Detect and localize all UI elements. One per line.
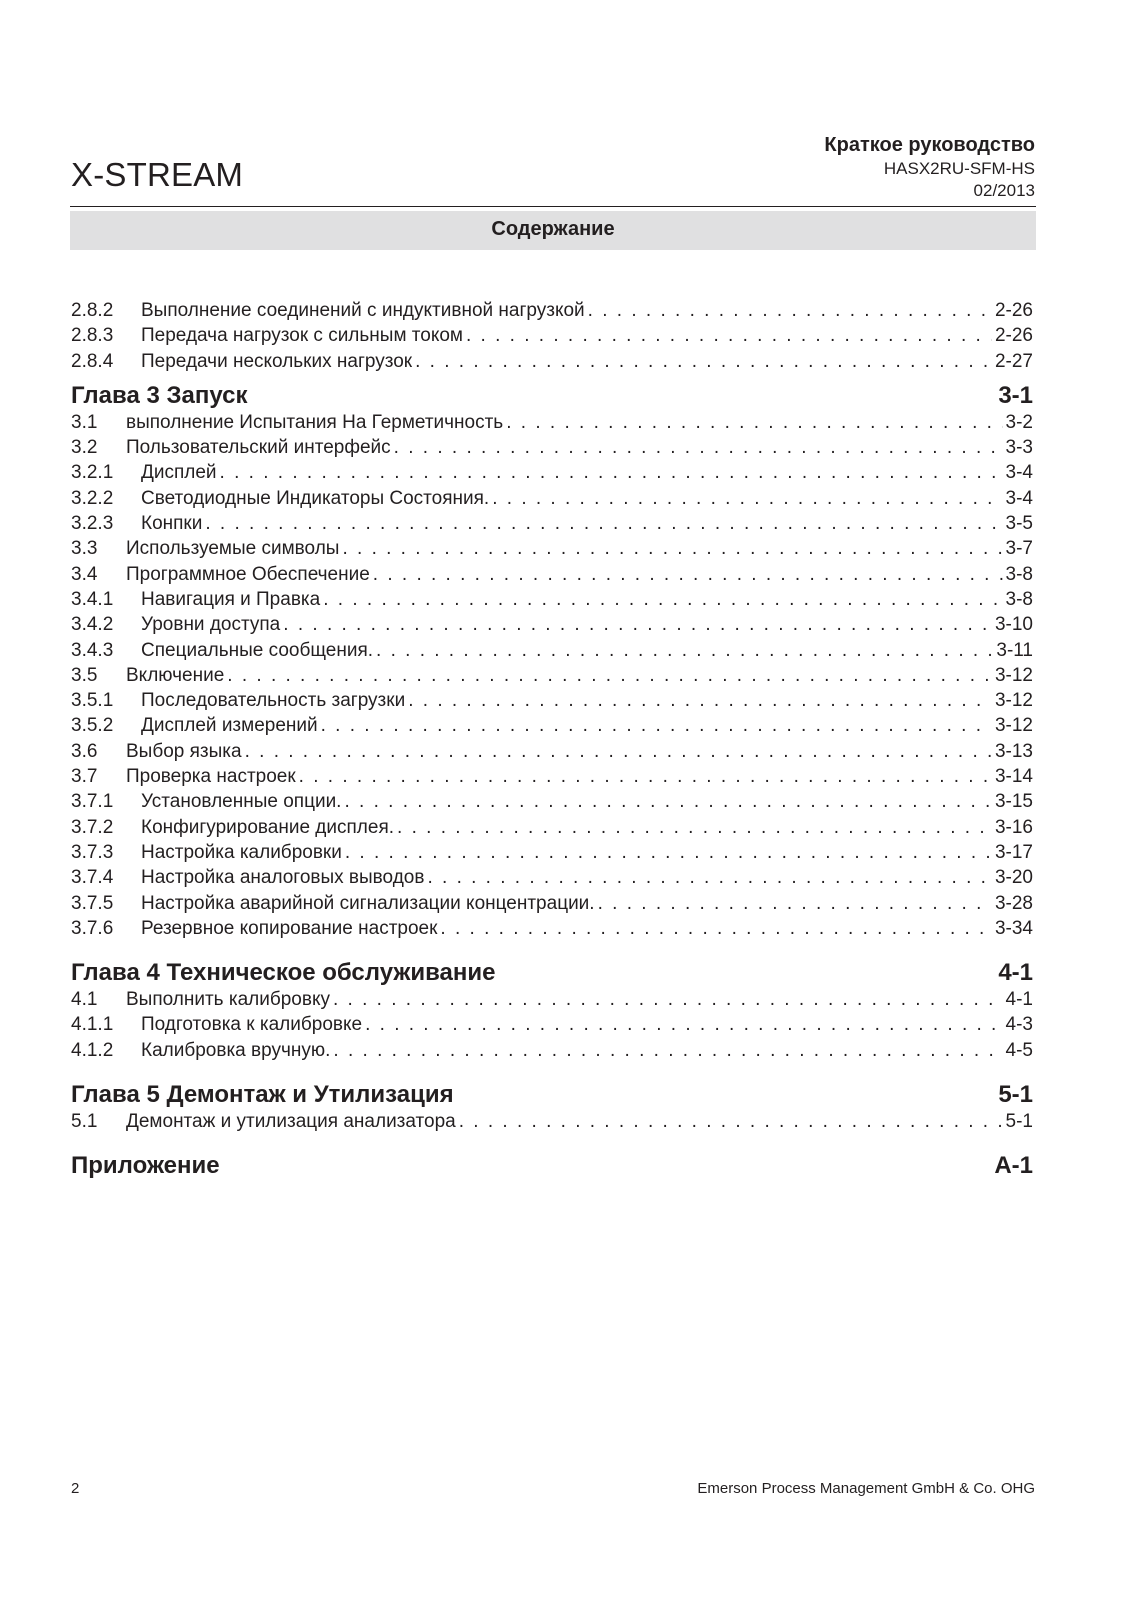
toc-title: выполнение Испытания На Герметичность [126,411,504,433]
toc-page: 4-5 [1005,1039,1033,1061]
toc-row[interactable] [71,351,1033,376]
chapter-5-list [71,1111,1033,1136]
toc-title: Программное Обеспечение [126,563,370,585]
toc-page: 3-20 [994,867,1033,889]
toc-row[interactable] [71,488,1033,513]
toc-num: 3.4.3 [71,639,114,661]
toc-title: Передача нагрузок с сильным током [141,325,463,347]
toc-page: 3-16 [994,816,1033,838]
toc-page: 3-5 [1005,513,1033,535]
toc-num: 3.4 [71,563,98,585]
toc-title: Демонтаж и утилизация анализатора [126,1111,456,1133]
dot-leader [365,1014,1002,1036]
toc-num: 3.1 [71,411,98,433]
toc-title: Включение [126,664,225,686]
header-rule [70,206,1036,207]
toc-title: Выполнить калибровку [126,989,330,1011]
toc-num: 3.4.2 [71,614,114,636]
toc-title: Навигация и Правка [141,588,321,610]
toc-page: 3-17 [994,841,1033,863]
toc-num: 3.6 [71,740,98,762]
toc-row[interactable] [71,325,1033,350]
chapter-title: Глава 3 Запуск [71,381,248,409]
toc-row[interactable] [71,766,1033,791]
toc-page: 3-8 [1005,563,1033,585]
toc-num: 3.5 [71,664,98,686]
toc-title: Настройка аварийной сигнализации концентрации. [141,892,595,914]
dot-leader [415,351,992,373]
toc-num: 3.5.2 [71,715,114,737]
dot-leader [459,1111,1003,1133]
toc-row[interactable] [71,589,1033,614]
dot-leader [227,665,992,687]
toc-page: 2-26 [994,325,1033,347]
chapter-page: A-1 [994,1152,1033,1180]
toc-num: 3.7.6 [71,917,114,939]
toc-row[interactable] [71,614,1033,639]
dot-leader [598,893,992,915]
toc-page: 3-11 [996,639,1033,661]
toc-row[interactable] [71,817,1033,842]
toc [71,300,1033,1182]
toc-num: 3.2.1 [71,462,114,484]
toc-num: 3.7.5 [71,892,114,914]
dot-leader [466,325,992,347]
toc-page: 3-34 [994,917,1033,939]
toc-num: 2.8.2 [71,300,114,321]
toc-page: 2-27 [994,350,1033,372]
toc-num: 4.1.1 [71,1014,114,1036]
toc-title: Проверка настроек [126,766,296,788]
dot-leader [440,918,992,940]
toc-row[interactable] [71,989,1033,1014]
toc-row[interactable] [71,893,1033,918]
toc-num: 4.1.2 [71,1039,114,1061]
toc-row[interactable] [71,842,1033,867]
toc-num: 4.1 [71,989,98,1011]
toc-row[interactable] [71,640,1033,665]
toc-row[interactable] [71,462,1033,487]
dot-leader [321,715,992,737]
dot-leader [373,564,1003,586]
toc-title: Уровни доступа [141,614,281,636]
footer-company: Emerson Process Management GmbH & Co. OHG [697,1480,1035,1497]
dot-leader [342,538,1002,560]
toc-title: Выбор языка [126,740,242,762]
toc-row[interactable] [71,1111,1033,1136]
toc-title: Настройка аналоговых выводов [141,867,425,889]
toc-title: Калибровка вручную. [141,1039,331,1061]
toc-title: Дисплей [141,462,217,484]
toc-page: 4-3 [1005,1014,1033,1036]
toc-num: 3.2.2 [71,487,114,509]
toc-page: 3-12 [994,690,1033,712]
doc-title: Краткое руководство [824,134,1035,156]
doc-meta [824,132,1035,202]
chapter-title: Приложение [71,1152,220,1180]
toc-num: 3.7.3 [71,841,114,863]
toc-title: Конфигурирование дисплея. [141,816,395,838]
toc-num: 2.8.3 [71,325,114,347]
toc-page: 3-8 [1005,588,1033,610]
toc-page: 3-4 [1005,487,1033,509]
toc-num: 3.7.4 [71,867,114,889]
toc-page: 3-15 [994,791,1033,813]
chapter-heading-4[interactable] [71,959,1033,989]
toc-page: 4-1 [1005,989,1033,1011]
dot-leader [506,412,1002,434]
brand-title: X-STREAM [71,156,244,193]
toc-row[interactable] [71,437,1033,462]
doc-date: 02/2013 [973,181,1035,200]
toc-num: 3.3 [71,538,98,560]
toc-page: 2-26 [994,300,1033,321]
toc-num: 3.7.1 [71,791,114,813]
chapter-4-list [71,989,1033,1065]
toc-title: Передачи нескольких нагрузок [141,350,413,372]
toc-num: 3.7.2 [71,816,114,838]
toc-page: 3-28 [994,892,1033,914]
chapter-title: Глава 4 Техническое обслуживание [71,959,496,987]
dot-leader [205,513,1002,535]
dot-leader [245,741,992,763]
chapter-page: 5-1 [998,1081,1033,1109]
toc-title: Резервное копирование настроек [141,917,438,939]
toc-title: Установленные опции. [141,791,342,813]
dot-leader [397,817,992,839]
toc-page: 3-10 [994,614,1033,636]
toc-title: Светодиодные Индикаторы Состояния. [141,487,490,509]
toc-page: 3-3 [1005,437,1033,459]
toc-page: 3-14 [994,766,1033,788]
toc-title: Настройка калибровки [141,841,342,863]
toc-row[interactable] [71,918,1033,943]
chapter-page: 3-1 [998,381,1033,409]
toc-page: 3-13 [994,740,1033,762]
toc-page: 3-7 [1005,538,1033,560]
toc-num: 2.8.4 [71,350,114,372]
toc-row[interactable] [71,1014,1033,1039]
dot-leader [220,462,1003,484]
dot-leader [394,437,1003,459]
toc-page: 3-12 [994,715,1033,737]
toc-page: 3-2 [1005,411,1033,433]
dot-leader [427,867,992,889]
appendix-heading[interactable] [71,1152,1033,1182]
dot-leader [333,989,1003,1011]
dot-leader [408,690,992,712]
toc-title: Пользовательский интерфейс [126,437,391,459]
toc-row[interactable] [71,690,1033,715]
toc-num: 3.5.1 [71,690,114,712]
chapter-heading-3[interactable] [71,382,1033,412]
chapter-page: 4-1 [998,959,1033,987]
toc-row[interactable] [71,513,1033,538]
dot-leader [344,791,992,813]
toc-row[interactable] [71,791,1033,816]
footer-page-number: 2 [71,1480,80,1497]
toc-page: 3-12 [994,664,1033,686]
chapter-3-list [71,412,1033,943]
toc-row[interactable] [71,538,1033,563]
toc-title: Подготовка к калибровке [141,1014,363,1036]
toc-title: Специальные сообщения. [141,639,374,661]
dot-leader [333,1040,1002,1062]
dot-leader [492,488,1002,510]
toc-num: 3.2.3 [71,513,114,535]
toc-row[interactable] [71,564,1033,589]
chapter-heading-5[interactable] [71,1081,1033,1111]
toc-row[interactable] [71,741,1033,766]
dot-leader [588,300,992,322]
toc-num: 5.1 [71,1111,98,1133]
toc-row[interactable] [71,412,1033,437]
toc-page: 5-1 [1005,1111,1033,1133]
toc-banner: Содержание [70,211,1036,250]
dot-leader [345,842,992,864]
chapter-title: Глава 5 Демонтаж и Утилизация [71,1081,454,1109]
doc-code: HASX2RU-SFM-HS [883,159,1035,178]
toc-page: 3-4 [1005,462,1033,484]
toc-title: Дисплей измерений [141,715,318,737]
toc-num: 3.4.1 [71,588,114,610]
dot-leader [299,766,992,788]
toc-num: 3.2 [71,437,98,459]
dot-leader [283,614,992,636]
toc-row[interactable] [71,867,1033,892]
toc-row[interactable] [71,1040,1033,1065]
toc-title: Конпки [141,513,203,535]
dot-leader [376,640,993,662]
dot-leader [323,589,1002,611]
toc-num: 3.7 [71,766,98,788]
toc-title: Последовательность загрузки [141,690,406,712]
toc-row[interactable] [71,300,1033,325]
toc-title: Используемые символы [126,538,340,560]
toc-row[interactable] [71,715,1033,740]
toc-row[interactable] [71,665,1033,690]
toc-title: Выполнение соединений с индуктивной нагрузкой [141,300,585,321]
